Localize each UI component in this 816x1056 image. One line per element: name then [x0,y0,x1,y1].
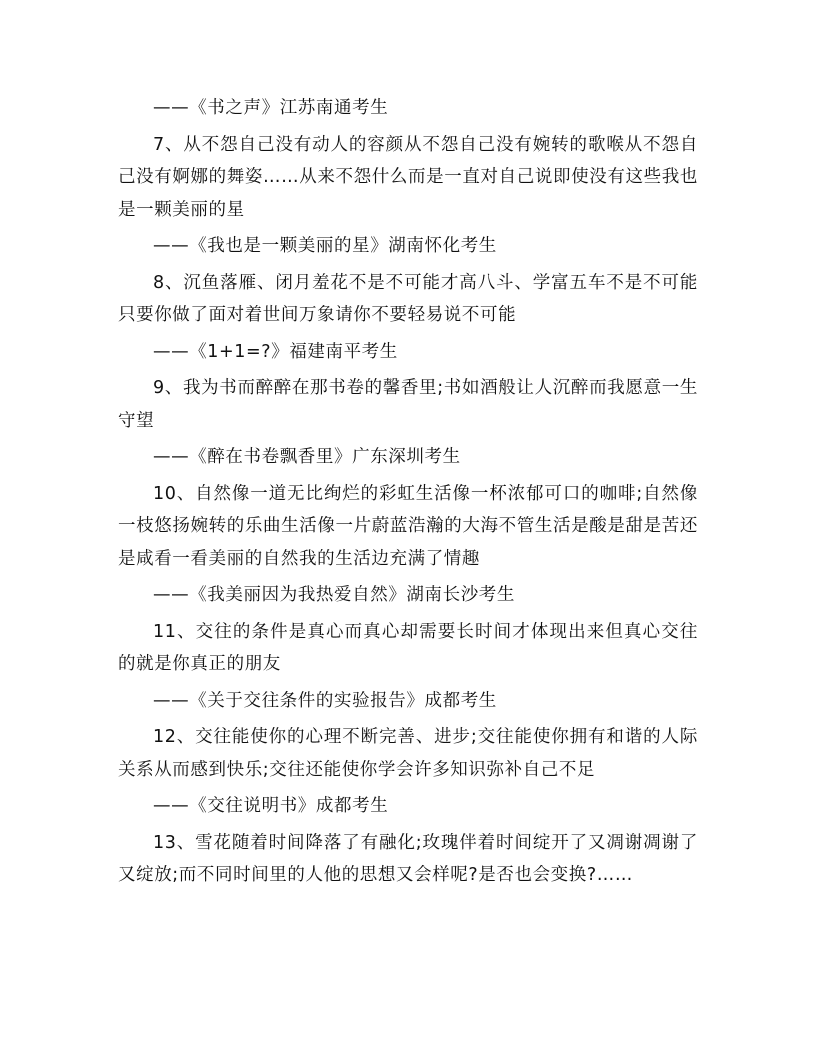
source-line: ——《关于交往条件的实验报告》成都考生 [153,690,497,711]
entry-paragraph: 10、自然像一道无比绚烂的彩虹生活像一杯浓郁可口的咖啡;自然像一枝悠扬婉转的乐曲生活像一片蔚蓝浩瀚的大海不管生活是酸是甜是苦还是咸看一看美丽的自然我的生活边充满了情趣 [118,483,698,569]
entry-paragraph: 11、交往的条件是真心而真心却需要长时间才体现出来但真心交往的就是你真正的朋友 [118,621,698,674]
source-line: ——《我也是一颗美丽的星》湖南怀化考生 [153,236,497,256]
source-line: ——《书之声》江苏南通考生 [153,98,389,118]
entry-paragraph: 7、从不怨自己没有动人的容颜从不怨自己没有婉转的歌喉从不怨自己没有婀娜的舞姿……从来不怨什么而是一直对自己说即使没有这些我也是一颗美丽的星 [118,134,698,220]
source-line: ——《1+1=?》福建南平考生 [153,341,398,362]
entry-paragraph: 9、我为书而醉醉在那书卷的馨香里;书如酒般让人沉醉而我愿意一生守望 [118,378,698,431]
entry-paragraph: 13、雪花随着时间降落了有融化;玫瑰伴着时间绽开了又凋谢凋谢了又绽放;而不同时间里的人他的思想又会样呢?是否也会变换?…… [118,832,698,885]
document-body [118,92,698,896]
source-line: ——《我美丽因为我热爱自然》湖南长沙考生 [153,585,515,605]
entry-paragraph: 12、交往能使你的心理不断完善、进步;交往能使你拥有和谐的人际关系从而感到快乐;交往还能使你学会许多知识弥补自己不足 [118,727,698,780]
entry-paragraph: 8、沉鱼落雁、闭月羞花不是不可能才高八斗、学富五车不是不可能只要你做了面对着世间万象请你不要轻易说不可能 [118,272,698,325]
source-line: ——《交往说明书》成都考生 [153,796,389,816]
source-line: ——《醉在书卷飘香里》广东深圳考生 [153,447,461,467]
